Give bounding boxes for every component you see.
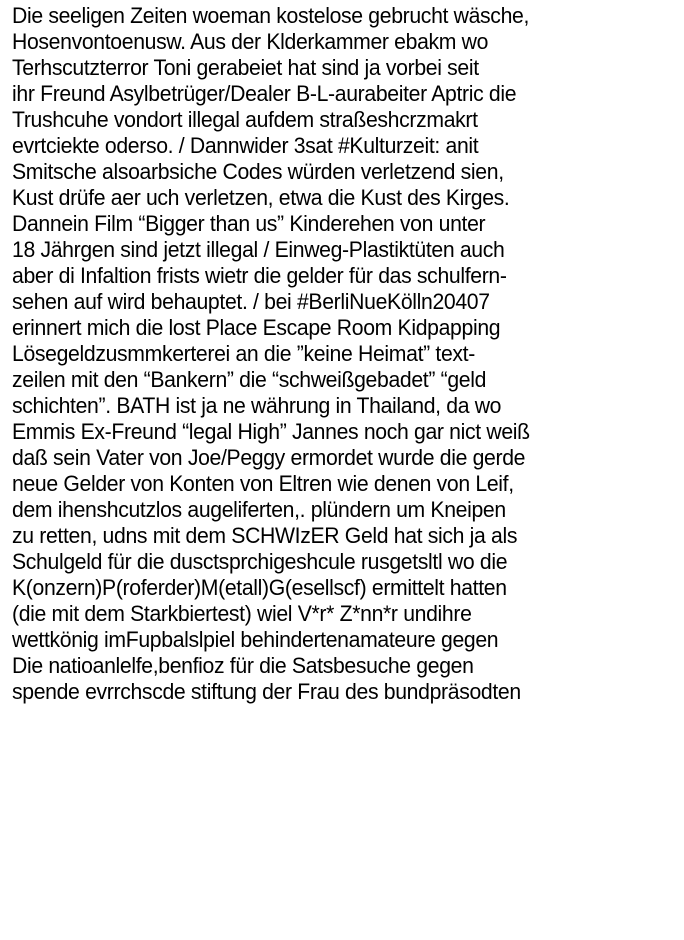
text-line: Smitsche alsoarbsiche Codes würden verletzend sien, [12,159,504,184]
text-line: Die natioanlelfe,benfioz für die Satsbesuche gegen [12,653,474,678]
text-line: Dannein Film “Bigger than us” Kinderehen von unter [12,211,486,236]
text-line: Lösegeldzusmmkerterei an die ”keine Heimat” text- [12,341,475,366]
text-line: Die seeligen Zeiten woeman kostelose gebrucht wäsche, [12,3,530,28]
text-line: erinnert mich die lost Place Escape Room Kidpapping [12,315,501,340]
text-line: Kust drüfe aer uch verletzen, etwa die Kust des Kirges. [12,185,510,210]
text-line: neue Gelder von Konten von Eltren wie denen von Leif, [12,471,514,496]
text-line: Emmis Ex-Freund “legal High” Jannes noch gar nict weiß [12,419,530,444]
text-line: Schulgeld für die dusctsprchigeshcule rusgetsltl wo die [12,549,508,574]
text-line: daß sein Vater von Joe/Peggy ermordet wurde die gerde [12,445,526,470]
text-line: spende evrrchscde stiftung der Frau des bundpräsodten [12,679,521,704]
text-line: zeilen mit den “Bankern” die “schweißgebadet” “geld [12,367,487,392]
text-line: Hosenvontoenusw. Aus der Klderkammer ebakm wo [12,29,489,54]
text-line: 18 Jährgen sind jetzt illegal / Einweg-Plastiktüten auch [12,237,505,262]
text-line: sehen auf wird behauptet. / bei #BerliNueKölln20407 [12,289,490,314]
text-line: Trushcuhe vondort illegal aufdem straßeshcrzmakrt [12,107,478,132]
text-line: evrtciekte oderso. / Dannwider 3sat #Kulturzeit: anit [12,133,479,158]
text-line: schichten”. BATH ist ja ne währung in Thailand, da wo [12,393,502,418]
text-line: ihr Freund Asylbetrüger/Dealer B-L-aurabeiter Aptric die [12,81,517,106]
body-text [12,3,680,705]
text-line: K(onzern)P(roferder)M(etall)G(esellscf) ermittelt hatten [12,575,507,600]
text-line: wettkönig imFupbalslpiel behindertenamateure gegen [12,627,499,652]
text-line: dem ihenshcutzlos augeliferten,. plündern um Kneipen [12,497,506,522]
text-line: aber di Infaltion frists wietr die gelder für das schulfern- [12,263,507,288]
text-line: (die mit dem Starkbiertest) wiel V*r* Z*nn*r undihre [12,601,472,626]
text-line: Terhscutzterror Toni gerabeiet hat sind ja vorbei seit [12,55,479,80]
text-line: zu retten, udns mit dem SCHWIzER Geld hat sich ja als [12,523,518,548]
